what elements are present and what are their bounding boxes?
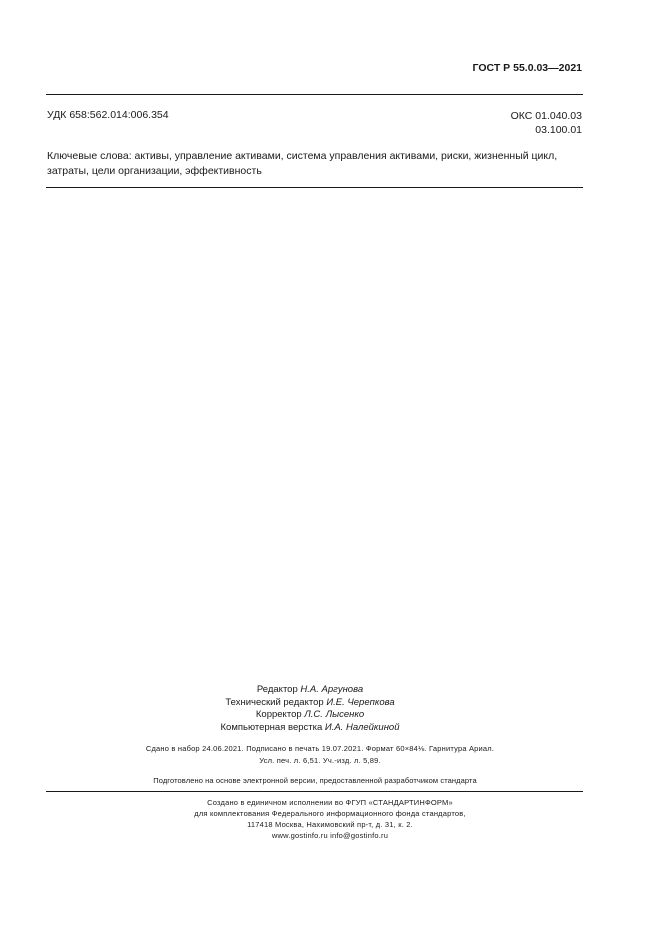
publisher-block (80, 797, 580, 841)
credit-role: Компьютерная верстка (220, 721, 323, 733)
oks-code-1: ОКС 01.040.03 (510, 110, 582, 122)
credit-name: И.Е. Черепкова (326, 696, 395, 708)
publisher-line-3: 117418 Москва, Нахимовский пр-т, д. 31, к. 2. (247, 820, 413, 829)
keywords (47, 149, 587, 179)
credit-editor (180, 684, 440, 697)
credit-corrector (180, 709, 440, 722)
header-divider (46, 94, 583, 95)
publisher-divider (46, 791, 583, 792)
oks-codes (420, 109, 582, 137)
keywords-line-1: Ключевые слова: активы, управление активами, система управления активами, риски, жизненный цикл, (47, 150, 558, 162)
credit-layout (180, 722, 440, 735)
credits-block (180, 684, 440, 734)
oks-code-2: 03.100.01 (535, 124, 582, 136)
credit-name: Л.С. Лысенко (304, 709, 365, 720)
keywords-line-2: затраты, цели организации, эффективность (47, 165, 262, 177)
udc-code: УДК 658:562.014:006.354 (47, 109, 169, 121)
publisher-line-1: Создано в единичном исполнении во ФГУП «СТАНДАРТИНФОРМ» (207, 798, 453, 807)
credit-name: Н.А. Аргунова (300, 684, 364, 695)
print-info-line-2: Усл. печ. л. 6,51. Уч.-изд. л. 5,89. (259, 756, 381, 765)
print-info (80, 743, 560, 767)
print-info-line-1: Сдано в набор 24.06.2021. Подписано в печать 19.07.2021. Формат 60×84⅛. Гарнитура Ариал. (145, 744, 495, 753)
credit-role: Корректор (255, 709, 302, 720)
standard-number: ГОСТ Р 55.0.03—2021 (472, 62, 582, 74)
credit-role: Технический редактор (225, 696, 324, 708)
publisher-line-2: для комплектования Федерального информационного фонда стандартов, (194, 809, 466, 818)
keywords-divider (46, 187, 583, 188)
credit-name: И.А. Налейкиной (324, 721, 400, 733)
credit-role: Редактор (256, 684, 298, 695)
credit-tech-editor (180, 697, 440, 710)
publisher-contacts: www.gostinfo.ru info@gostinfo.ru (271, 831, 389, 840)
prepared-note: Подготовлено на основе электронной версии, предоставленной разработчиком стандарта (153, 776, 477, 785)
